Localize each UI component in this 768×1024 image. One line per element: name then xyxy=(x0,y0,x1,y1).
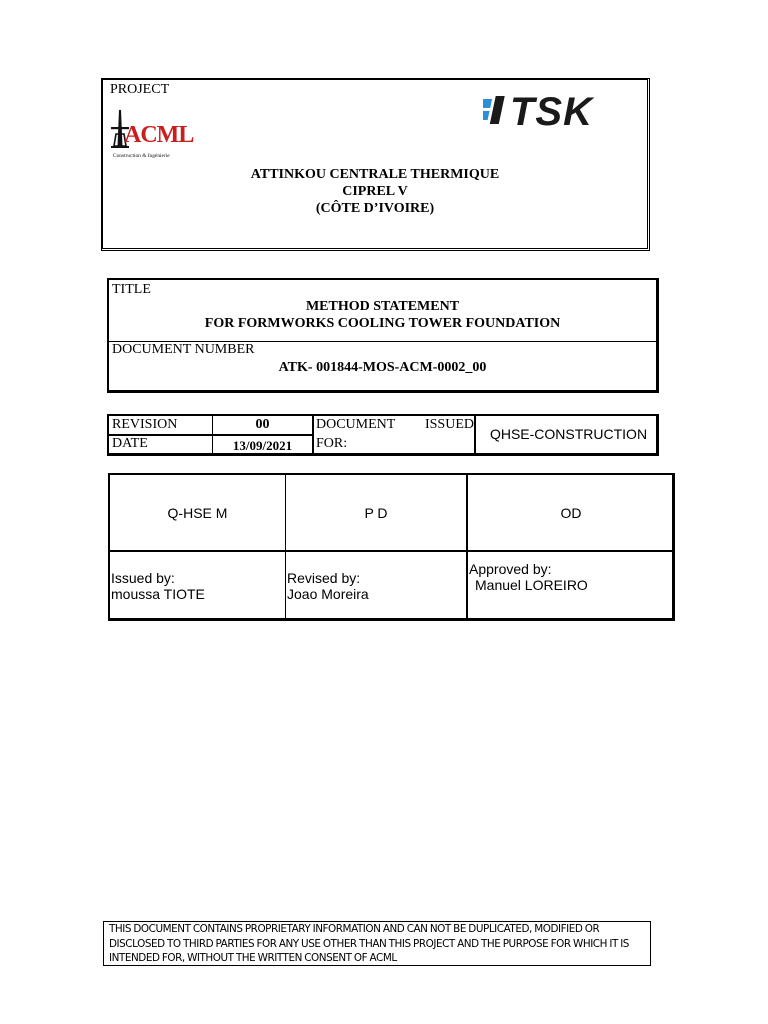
date-label: DATE xyxy=(112,436,148,451)
approvals-row-divider xyxy=(110,550,672,552)
title-label: TITLE xyxy=(112,282,151,297)
issued-for-value: QHSE-CONSTRUCTION xyxy=(489,426,648,442)
project-header-box xyxy=(101,78,650,251)
revised-by-label: Revised by: xyxy=(287,570,361,586)
title-line-1: METHOD STATEMENT xyxy=(305,299,460,314)
project-line-3: (CÔTE D’IVOIRE) xyxy=(315,201,435,216)
confidentiality-notice: THIS DOCUMENT CONTAINS PROPRIETARY INFORMATION AND CAN NOT BE DUPLICATED, MODIFIED OR DISCLOSED TO THIRD PARTIES FOR ANY USE OTHER THAN THIS PROJECT AND THE PURPOSE FOR WHICH IT IS INTENDED FOR, WITHOUT THE WRITTEN CONSENT OF ACML xyxy=(109,923,629,965)
approved-by-label: Approved by: xyxy=(469,561,552,577)
acml-logo xyxy=(110,102,202,158)
revised-by-name: Joao Moreira xyxy=(287,586,369,602)
acml-logo-text: ACML xyxy=(124,122,194,148)
title-box xyxy=(107,278,659,393)
tsk-logo xyxy=(483,90,631,132)
revised-by-cell xyxy=(287,570,369,602)
header-operations-director: OD xyxy=(560,505,582,521)
revision-value: 00 xyxy=(255,417,270,432)
approvals-col-divider-1 xyxy=(285,475,286,618)
issued-by-label: Issued by: xyxy=(111,570,175,586)
project-line-2: CIPREL V xyxy=(342,184,408,199)
document-number: ATK- 001844-MOS-ACM-0002_00 xyxy=(278,360,487,375)
approvals-col-divider-2 xyxy=(466,475,468,618)
confidentiality-notice-box xyxy=(103,921,651,966)
project-titles xyxy=(103,166,647,217)
date-value: 13/09/2021 xyxy=(232,438,293,453)
issued-by-name: moussa TIOTE xyxy=(111,586,205,602)
tsk-logo-text: TSK xyxy=(510,90,593,132)
document-issued-for-label: FOR: xyxy=(316,436,348,451)
revision-col-divider-2 xyxy=(312,416,314,453)
title-line-2: FOR FORMWORKS COOLING TOWER FOUNDATION xyxy=(204,316,561,331)
issued-by-cell xyxy=(111,570,205,602)
document-title xyxy=(109,298,656,332)
header-qhse-manager: Q-HSE M xyxy=(167,505,228,521)
project-line-1: ATTINKOU CENTRALE THERMIQUE xyxy=(250,167,500,182)
revision-box xyxy=(107,414,659,456)
revision-label: REVISION xyxy=(112,417,178,432)
document-number-label: DOCUMENT NUMBER xyxy=(112,342,255,357)
approved-by-name: Manuel LOREIRO xyxy=(475,577,588,593)
approved-by-cell xyxy=(469,561,588,593)
acml-logo-subtitle: Construction & Ingénierie xyxy=(113,153,170,158)
document-issued-label: DOCUMENT ISSUED xyxy=(316,417,474,432)
approvals-table xyxy=(108,473,675,621)
header-project-director: P D xyxy=(364,505,388,521)
project-label: PROJECT xyxy=(110,82,170,97)
